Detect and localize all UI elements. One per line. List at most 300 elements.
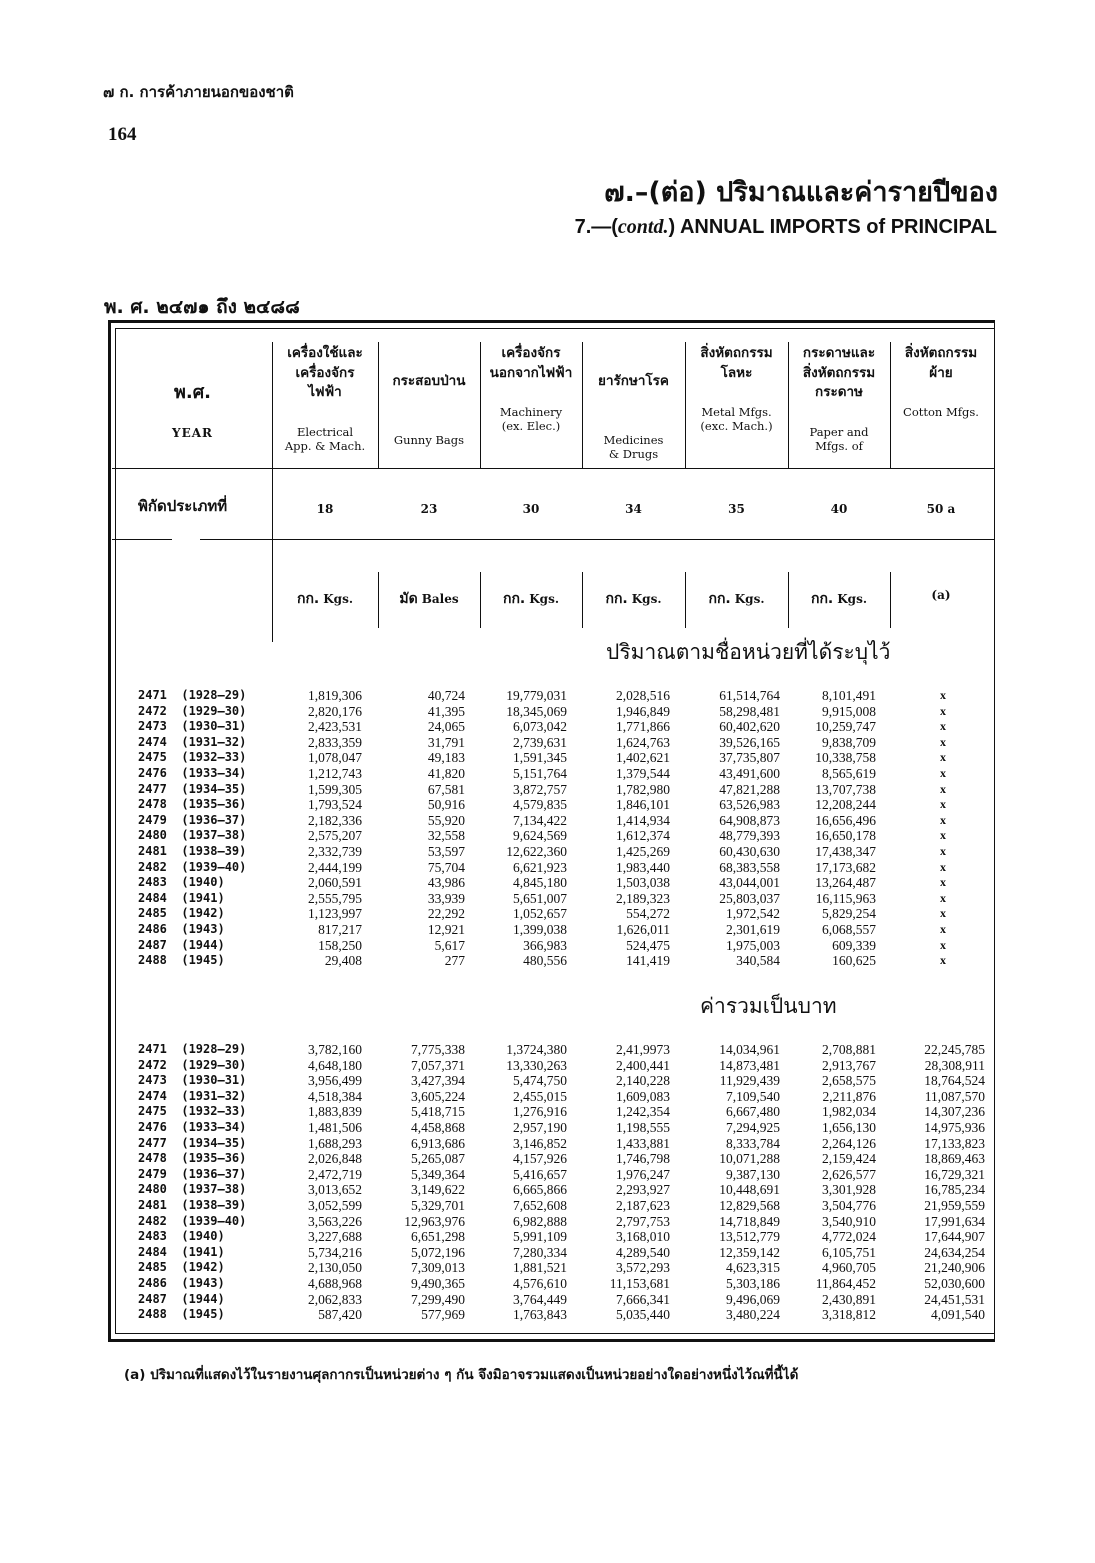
value-cell: 3,540,910 [822,1213,876,1229]
value-cell: 2,062,833 [308,1291,362,1307]
year-cell: 2483 (1940) [138,1229,225,1244]
table-row [0,1229,1095,1245]
table-row [0,1276,1095,1292]
value-cell: 4,289,540 [616,1244,670,1260]
unit-english: Kgs. [837,592,868,606]
period-label: พ. ศ. ๒๔๗๑ ถึง ๒๔๘๘ [104,296,300,318]
value-cell: 43,986 [427,875,465,891]
column-header-thai: สิ่งหัตถกรรม โลหะ [700,345,773,381]
unit-english: (a) [931,588,951,602]
year-header [115,382,270,440]
table-row [0,860,1095,876]
value-cell: 22,245,785 [924,1042,985,1057]
value-cell: 7,299,490 [411,1291,465,1307]
value-cell: 5,303,186 [726,1276,780,1291]
table-row [0,1042,1095,1058]
value-cell: 1,763,843 [513,1307,567,1323]
table-row [0,766,1095,782]
value-cell: 12,963,976 [404,1213,465,1229]
unit-label [378,588,480,610]
value-cell: 6,982,888 [513,1213,567,1229]
table-row [0,1151,1095,1167]
value-cell: 1,481,506 [308,1120,362,1135]
value-cell: 14,718,849 [719,1213,780,1229]
value-cell: x [940,859,946,874]
unit-thai: มัด [399,591,418,607]
value-cell: 16,656,496 [815,812,876,828]
value-cell: 4,688,968 [308,1276,362,1291]
value-cell: 64,908,873 [719,812,780,828]
value-cell: 12,829,568 [719,1198,780,1213]
table-row [0,844,1095,860]
value-cell: 2,575,207 [308,828,362,844]
value-cell: 52,030,600 [924,1276,985,1291]
value-cell: 2,41,9973 [616,1042,670,1057]
value-cell: 5,617 [434,937,465,953]
title-prefix: 7.—( [574,216,618,238]
value-cell: 58,298,481 [719,703,780,719]
value-cell: 5,829,254 [822,906,876,922]
value-cell: 9,387,130 [726,1166,780,1182]
value-cell: x [940,922,946,936]
column-header-thai: สิ่งหัตถกรรม ผ้าย [904,345,978,381]
column-header-english: Medicines & Drugs [603,433,664,461]
value-cell: 1,626,011 [616,922,670,937]
value-cell: 2,028,516 [616,688,670,703]
tariff-code: 34 [625,502,642,516]
value-cell: 1,656,130 [822,1120,876,1135]
value-cell: 13,707,738 [815,781,876,797]
value-cell: x [940,828,946,843]
value-cell: 5,418,715 [411,1104,465,1120]
table-row [0,750,1095,766]
value-cell: 1,198,555 [616,1120,670,1135]
value-cell: 33,939 [427,890,465,906]
unit-english: Kgs. [323,592,354,606]
unit-label [480,588,582,610]
year-cell: 2478 (1935–36) [138,1151,247,1166]
value-cell: 9,838,709 [822,734,876,750]
value-cell: x [940,937,946,952]
year-cell: 2471 (1928–29) [138,1042,247,1056]
value-cell: 32,558 [427,828,465,844]
year-cell: 2482 (1939–40) [138,859,247,874]
year-cell: 2479 (1936–37) [138,1166,247,1181]
value-cell: 1,425,269 [616,844,670,859]
tariff-code: 35 [728,502,745,516]
value-cell: 7,652,608 [513,1198,567,1213]
value-cell: 18,869,463 [924,1151,985,1167]
value-cell: 5,474,750 [513,1073,567,1089]
value-cell: 17,644,907 [924,1229,985,1245]
value-cell: 577,969 [421,1307,465,1323]
table-row [0,906,1095,922]
table-row [0,1260,1095,1276]
year-header-english: YEAR [172,425,213,440]
title-rest: ) ANNUAL IMPORTS of PRINCIPAL [668,216,997,238]
value-cell: 2,913,767 [822,1057,876,1073]
value-cell: 1,609,083 [616,1088,670,1104]
value-cell: 2,739,631 [513,734,567,750]
table-row [0,782,1095,798]
year-cell: 2476 (1933–34) [138,766,247,780]
value-cell: 2,060,591 [308,875,362,891]
column-header-thai: เครื่องจักร นอกจากไฟฟ้า [489,345,573,381]
value-cell: 2,833,359 [308,734,362,750]
value-cell: 1,975,003 [726,937,780,953]
value-cell: x [940,844,946,858]
page-number: 164 [108,124,137,145]
year-cell: 2485 (1942) [138,906,225,921]
value-cell: 3,480,224 [726,1307,780,1323]
tariff-code: 30 [522,502,540,516]
value-cell: 6,913,686 [411,1135,465,1151]
value-cell: 2,658,575 [822,1073,876,1089]
value-cell: x [940,734,946,749]
column-header [272,344,378,454]
year-cell: 2484 (1941) [138,1244,225,1259]
value-cell: 13,512,779 [719,1229,780,1245]
value-cell: 3,149,622 [411,1182,465,1198]
year-cell: 2486 (1943) [138,922,225,936]
unit-label [272,588,378,610]
value-cell: 2,430,891 [822,1291,876,1307]
value-cell: 3,572,293 [616,1260,670,1276]
table-row [0,719,1095,735]
value-cell: 1,881,521 [513,1260,567,1276]
value-cell: 1,052,657 [513,906,567,922]
year-cell: 2475 (1932–33) [138,750,247,765]
value-cell: 39,526,165 [719,734,780,750]
value-cell: 4,157,926 [513,1151,567,1167]
value-cell: 1,123,997 [308,906,362,922]
value-cell: 68,383,558 [719,859,780,875]
value-cell: 55,920 [427,812,465,828]
value-cell: 16,115,963 [815,890,876,906]
value-cell: 1,688,293 [308,1135,362,1151]
value-cell: x [940,766,946,780]
value-cell: 6,621,923 [513,859,567,875]
value-cell: 3,168,010 [616,1229,670,1245]
value-cell: 16,729,321 [924,1166,985,1182]
table-row [0,1058,1095,1074]
value-cell: 13,264,487 [815,875,876,891]
table-row [0,1245,1095,1261]
year-cell: 2488 (1945) [138,953,225,968]
value-cell: 5,991,109 [513,1229,567,1245]
value-cell: 10,448,691 [719,1182,780,1198]
value-cell: 17,438,347 [815,844,876,859]
tariff-code: 40 [830,502,848,516]
value-cell: 2,301,619 [726,922,780,937]
column-header [582,344,685,462]
value-cell: 3,301,928 [822,1182,876,1198]
value-cell: 9,490,365 [411,1276,465,1291]
value-cell: x [940,875,946,890]
value-cell: 10,259,747 [815,719,876,735]
value-cell: 2,472,719 [308,1166,362,1182]
value-cell: x [940,750,946,765]
year-cell: 2478 (1935–36) [138,797,247,812]
value-cell: 41,395 [427,703,465,719]
value-cell: 1,433,881 [616,1135,670,1151]
value-cell: 9,624,569 [513,828,567,844]
value-cell: 7,775,338 [411,1042,465,1057]
column-header-english: Cotton Mfgs. [903,405,979,419]
value-cell: 17,173,682 [815,859,876,875]
table-row [0,1307,1095,1323]
year-cell: 2477 (1934–35) [138,1135,247,1150]
value-cell: 2,455,015 [513,1088,567,1104]
unit-english: Kgs. [734,592,765,606]
value-cell: 4,576,610 [513,1276,567,1291]
value-cell: 7,666,341 [616,1291,670,1307]
value-cell: 3,605,224 [411,1088,465,1104]
column-header-english: Metal Mfgs. (exc. Mach.) [700,405,773,433]
unit-thai: กก. [502,591,526,607]
value-cell: 11,087,570 [924,1088,985,1104]
value-cell: 4,458,868 [411,1120,465,1135]
value-cell: 2,400,441 [616,1057,670,1073]
value-cell: 1,3724,380 [506,1042,567,1057]
value-cell: 3,427,394 [411,1073,465,1089]
column-header-english: Machinery (ex. Elec.) [499,405,563,433]
table-title-thai: ๗.–(ต่อ) ปริมาณและค่ารายปีของ [604,177,998,208]
year-cell: 2487 (1944) [138,937,225,952]
value-cell: 6,068,557 [822,922,876,937]
value-cell: 4,518,384 [308,1088,362,1104]
value-cell: 28,308,911 [924,1057,985,1073]
value-cell: 2,957,190 [513,1120,567,1135]
value-cell: 8,101,491 [822,688,876,703]
value-cell: 67,581 [427,781,465,797]
value-cell: 21,240,906 [924,1260,985,1276]
value-cell: 1,782,980 [616,781,670,797]
value-cell: 5,349,364 [411,1166,465,1182]
value-cell: 7,294,925 [726,1120,780,1135]
value-cell: 17,991,634 [924,1213,985,1229]
value-cell: 14,873,481 [719,1057,780,1073]
value-cell: x [940,812,946,827]
value-cell: 2,293,927 [616,1182,670,1198]
table-row [0,1214,1095,1230]
tariff-code: 18 [316,502,334,516]
unit-english: Bales [421,592,459,606]
value-cell: 1,591,345 [513,750,567,766]
value-cell: 2,182,336 [308,812,362,828]
year-cell: 2473 (1930–31) [138,719,247,734]
value-cell: 14,034,961 [719,1042,780,1057]
year-cell: 2471 (1928–29) [138,688,247,702]
value-cell: 3,052,599 [308,1198,362,1213]
value-cell: 3,504,776 [822,1198,876,1213]
column-header [890,344,992,420]
value-cell: 4,960,705 [822,1260,876,1276]
value-cell: 43,491,600 [719,766,780,781]
value-cell: 5,072,196 [411,1244,465,1260]
value-cell: 1,793,524 [308,797,362,813]
unit-label [788,588,890,610]
value-cell: 1,624,763 [616,734,670,750]
value-cell: 2,159,424 [822,1151,876,1167]
value-cell: 1,402,621 [616,750,670,766]
unit-thai: กก. [708,591,731,607]
value-cell: 2,332,739 [308,844,362,859]
unit-thai: กก. [605,591,628,607]
year-cell: 2473 (1930–31) [138,1073,247,1088]
value-cell: 13,330,263 [506,1057,567,1073]
value-cell: 3,764,449 [513,1291,567,1307]
value-cell: 1,771,866 [616,719,670,735]
value-cell: 3,146,852 [513,1135,567,1151]
year-cell: 2485 (1942) [138,1260,225,1275]
value-cell: 21,959,559 [924,1198,985,1213]
value-cell: 2,189,323 [616,890,670,906]
value-cell: 1,976,247 [616,1166,670,1182]
footnote: (a) ปริมาณที่แสดงไว้ในรายงานศุลกากรเป็นหน่วยต่าง ๆ กัน จึงมิอาจรวมแสดงเป็นหน่วยอย่างใดอย่างหนึ่งไว้ณที่นี้ได้ [124,1367,799,1383]
value-cell: 12,208,244 [815,797,876,813]
unit-label [685,588,788,610]
value-cell: 61,514,764 [719,688,780,703]
value-cell: 5,416,657 [513,1166,567,1182]
table-row [0,1136,1095,1152]
table-row [0,1182,1095,1198]
value-section-title: ค่ารวมเป็นบาท [700,994,837,1018]
value-cell: 2,444,199 [308,859,362,875]
column-header-english: Paper and Mfgs. of [809,425,869,453]
value-cell: 22,292 [427,906,465,922]
value-cell: 366,983 [523,937,567,953]
value-cell: 3,956,499 [308,1073,362,1089]
tariff-code: 23 [420,502,438,516]
table-row [0,1198,1095,1214]
year-cell: 2482 (1939–40) [138,1213,247,1228]
value-cell: 5,151,764 [513,766,567,781]
value-cell: 1,612,374 [616,828,670,844]
value-cell: 5,329,701 [411,1198,465,1213]
table-row [0,922,1095,938]
value-cell: 3,013,652 [308,1182,362,1198]
value-cell: 41,820 [427,766,465,781]
value-cell: 2,264,126 [822,1135,876,1151]
year-cell: 2486 (1943) [138,1276,225,1290]
value-cell: 2,626,577 [822,1166,876,1182]
year-cell: 2472 (1929–30) [138,703,247,718]
value-cell: 1,946,849 [616,703,670,719]
value-cell: x [940,781,946,796]
value-cell: 2,211,876 [822,1088,876,1104]
value-cell: 3,318,812 [822,1307,876,1323]
unit-label [582,588,685,610]
value-cell: 6,105,751 [822,1244,876,1260]
value-cell: 8,333,784 [726,1135,780,1151]
value-cell: 3,782,160 [308,1042,362,1057]
value-cell: 6,667,480 [726,1104,780,1120]
value-cell: 60,402,620 [719,719,780,735]
value-cell: 4,772,024 [822,1229,876,1245]
value-cell: 1,276,916 [513,1104,567,1120]
value-cell: 14,307,236 [924,1104,985,1120]
year-cell: 2481 (1938–39) [138,1198,247,1212]
column-header-thai: กระสอบป่าน [392,373,466,389]
value-cell: 9,496,069 [726,1291,780,1307]
year-cell: 2479 (1936–37) [138,812,247,827]
year-cell: 2474 (1931–32) [138,734,247,749]
value-cell: 14,975,936 [924,1120,985,1135]
value-cell: 7,134,422 [513,812,567,828]
table-row [0,875,1095,891]
value-cell: 4,091,540 [931,1307,985,1323]
value-cell: 2,423,531 [308,719,362,735]
value-cell: 340,584 [736,953,780,969]
value-cell: 6,665,866 [513,1182,567,1198]
header-rule [112,468,994,469]
value-cell: 6,651,298 [411,1229,465,1245]
value-cell: 1,819,306 [308,688,362,703]
table-row [0,1120,1095,1136]
table-row [0,735,1095,751]
value-cell: 1,846,101 [616,797,670,813]
value-cell: x [940,890,946,905]
value-cell: 11,864,452 [815,1276,876,1291]
column-header [788,344,890,454]
value-cell: 160,625 [832,953,876,969]
value-cell: 587,420 [318,1307,362,1323]
value-cell: 554,272 [626,906,670,922]
value-cell: 53,597 [427,844,465,859]
value-cell: 5,734,216 [308,1244,362,1260]
value-cell: 63,526,983 [719,797,780,813]
value-cell: 2,140,228 [616,1073,670,1089]
value-cell: 24,634,254 [924,1244,985,1260]
value-cell: 6,073,042 [513,719,567,735]
table-row [0,688,1095,704]
value-cell: 7,057,371 [411,1057,465,1073]
value-cell: 31,791 [427,734,465,750]
value-cell: 29,408 [324,953,362,969]
value-cell: 4,579,835 [513,797,567,813]
value-cell: x [940,703,946,718]
value-cell: 2,555,795 [308,890,362,906]
value-cell: 19,779,031 [506,688,567,703]
table-row [0,797,1095,813]
value-cell: 50,916 [427,797,465,813]
value-cell: 9,915,008 [822,703,876,719]
title-contd: contd. [617,216,669,238]
table-row [0,938,1095,954]
unit-label [890,588,992,602]
table-row [0,953,1095,969]
unit-english: Kgs. [631,592,662,606]
value-cell: 5,265,087 [411,1151,465,1167]
table-row [0,1073,1095,1089]
value-cell: 2,797,753 [616,1213,670,1229]
value-cell: x [940,797,946,812]
value-cell: 12,359,142 [719,1244,780,1260]
value-cell: 60,430,630 [719,844,780,859]
year-cell: 2474 (1931–32) [138,1088,247,1103]
year-header-thai: พ.ศ. [174,382,211,403]
column-header-thai: เครื่องใช้และ เครื่องจักร ไฟฟ้า [287,345,363,401]
value-cell: 1,983,440 [616,859,670,875]
value-cell: 1,503,038 [616,875,670,891]
value-cell: 11,153,681 [609,1276,670,1291]
column-header [480,344,582,434]
value-cell: 24,451,531 [924,1291,985,1307]
code-rule [200,539,994,540]
value-cell: 1,883,839 [308,1104,362,1120]
value-cell: x [940,719,946,734]
